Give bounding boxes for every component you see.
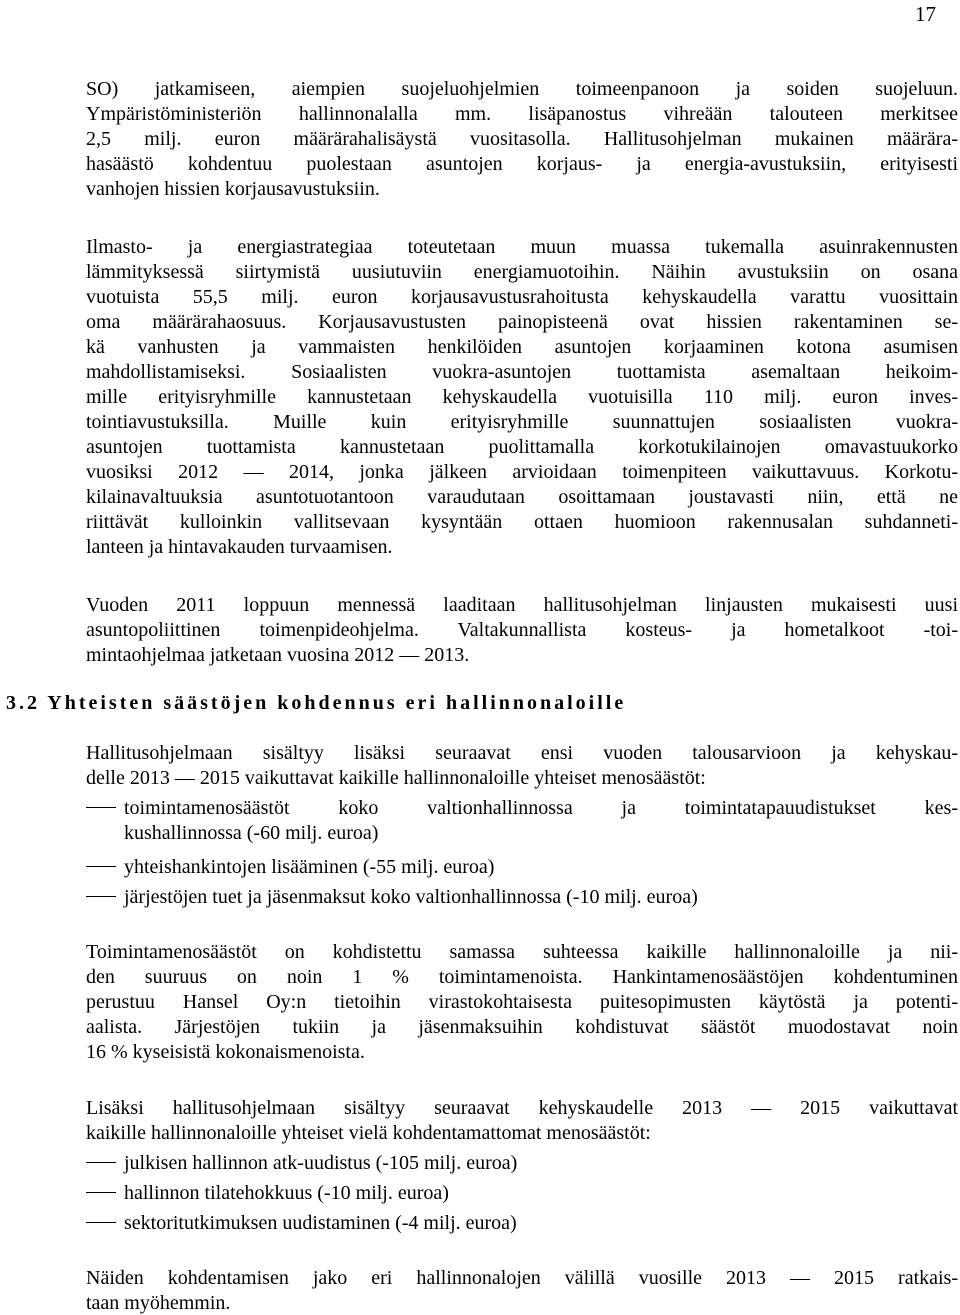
paragraph-5-line: perustuu Hansel Oy:n tietoihin virastokohtaisesta puitesopimusten käytöstä ja potenti- (86, 991, 958, 1013)
paragraph-2-line: kilainavaltuuksia asuntotuotantoon varaudutaan osoittamaan joustavasti niin, että ne (86, 486, 958, 508)
paragraph-5-line: aalista. Järjestöjen tukiin ja jäsenmaksuihin kohdistuvat säästöt muodostavat noin (86, 1016, 958, 1038)
paragraph-2-line: kä vanhusten ja vammaisten henkilöiden asuntojen korjaaminen kotona asumisen (86, 336, 958, 358)
paragraph-3-line: mintaohjelmaa jatketaan vuosina 2012 — 2013. (86, 644, 470, 666)
paragraph-4-line: delle 2013 — 2015 vaikuttavat kaikille hallinnonaloille yhteiset menosäästöt: (86, 767, 706, 789)
list-item-text: yhteishankintojen lisääminen (-55 milj. euroa) (124, 856, 495, 878)
section-heading: 3.2 Yhteisten säästöjen kohdennus eri hallinnonaloille (6, 692, 627, 714)
paragraph-2-line: mahdollistamiseksi. Sosiaalisten vuokra-asuntojen tuottamista asemaltaan heikoim- (86, 361, 958, 383)
paragraph-2-line: lanteen ja hintavakauden turvaamisen. (86, 536, 393, 558)
paragraph-2-line: riittävät kulloinkin vallitsevaan kysyntään ottaen huomioon rakennusalan suhdanneti- (86, 511, 958, 533)
list-item-text: hallinnon tilatehokkuus (-10 milj. euroa) (124, 1182, 449, 1204)
dash-bullet (86, 1222, 116, 1223)
list-item-text: toimintamenosäästöt koko valtionhallinnossa ja toimintatapauudistukset kes- (124, 797, 958, 819)
paragraph-2-line: Ilmasto- ja energiastrategiaa toteutetaan muun muassa tukemalla asuinrakennusten (86, 236, 958, 258)
paragraph-1-line: vanhojen hissien korjausavustuksiin. (86, 178, 380, 200)
paragraph-2-line: vuosiksi 2012 — 2014, jonka jälkeen arvioidaan toimenpiteen vaikuttavuus. Korkotu- (86, 461, 958, 483)
paragraph-1-line: hasäästö kohdentuu puolestaan asuntojen korjaus- ja energia-avustuksiin, erityisesti (86, 153, 958, 175)
paragraph-1-line: 2,5 milj. euron määrärahalisäystä vuositasolla. Hallitusohjelman mukainen määrära- (86, 128, 958, 150)
list-item-text: julkisen hallinnon atk-uudistus (-105 milj. euroa) (124, 1152, 518, 1174)
list-item-text: kushallinnossa (-60 milj. euroa) (124, 822, 379, 844)
paragraph-4-line: Hallitusohjelmaan sisältyy lisäksi seuraavat ensi vuoden talousarvioon ja kehyskau- (86, 742, 958, 764)
paragraph-7-line: taan myöhemmin. (86, 1292, 231, 1314)
paragraph-5-line: den suuruus on noin 1 % toimintamenoista. Hankintamenosäästöjen kohdentuminen (86, 966, 958, 988)
dash-bullet (86, 1162, 116, 1163)
page-number: 17 (915, 2, 936, 26)
paragraph-5-line: 16 % kyseisistä kokonaismenoista. (86, 1041, 365, 1063)
paragraph-2-line: oma määrärahaosuus. Korjausavustusten painopisteenä ovat hissien rakentaminen se- (86, 311, 958, 333)
dash-bullet (86, 866, 116, 867)
paragraph-6-line: kaikille hallinnonaloille yhteiset vielä kohdentamattomat menosäästöt: (86, 1122, 651, 1144)
paragraph-5-line: Toimintamenosäästöt on kohdistettu samassa suhteessa kaikille hallinnonaloille ja nii- (86, 941, 958, 963)
paragraph-6-line: Lisäksi hallitusohjelmaan sisältyy seuraavat kehyskaudelle 2013 — 2015 vaikuttavat (86, 1097, 958, 1119)
paragraph-3-line: Vuoden 2011 loppuun mennessä laaditaan hallitusohjelman linjausten mukaisesti uusi (86, 594, 958, 616)
paragraph-3-line: asuntopoliittinen toimenpideohjelma. Valtakunnallista kosteus- ja hometalkoot -toi- (86, 619, 958, 641)
paragraph-1-line: Ympäristöministeriön hallinnonalalla mm. lisäpanostus vihreään talouteen merkitsee (86, 103, 958, 125)
paragraph-2-line: tointiavustuksilla. Muille kuin erityisryhmille suunnattujen sosiaalisten vuokra- (86, 411, 958, 433)
list-item-text: sektoritutkimuksen uudistaminen (-4 milj. euroa) (124, 1212, 517, 1234)
list-item-text: järjestöjen tuet ja jäsenmaksut koko valtionhallinnossa (-10 milj. euroa) (124, 886, 698, 908)
paragraph-2-line: mille erityisryhmille kannustetaan kehyskaudella vuotuisilla 110 milj. euron inves- (86, 386, 958, 408)
paragraph-7-line: Näiden kohdentamisen jako eri hallinnonalojen välillä vuosille 2013 — 2015 ratkais- (86, 1267, 958, 1289)
dash-bullet (86, 896, 116, 897)
paragraph-2-line: lämmityksessä siirtymistä uusiutuviin energiamuotoihin. Näihin avustuksiin on osana (86, 261, 958, 283)
paragraph-1-line: SO) jatkamiseen, aiempien suojeluohjelmien toimeenpanoon ja soiden suojeluun. (86, 78, 958, 100)
paragraph-2-line: asuntojen tuottamista kannustetaan puolittamalla korkotukilainojen omavastuukorko (86, 436, 958, 458)
paragraph-2-line: vuotuista 55,5 milj. euron korjausavustusrahoitusta kehyskaudella varattu vuosittain (86, 286, 958, 308)
dash-bullet (86, 1192, 116, 1193)
dash-bullet (86, 807, 116, 808)
